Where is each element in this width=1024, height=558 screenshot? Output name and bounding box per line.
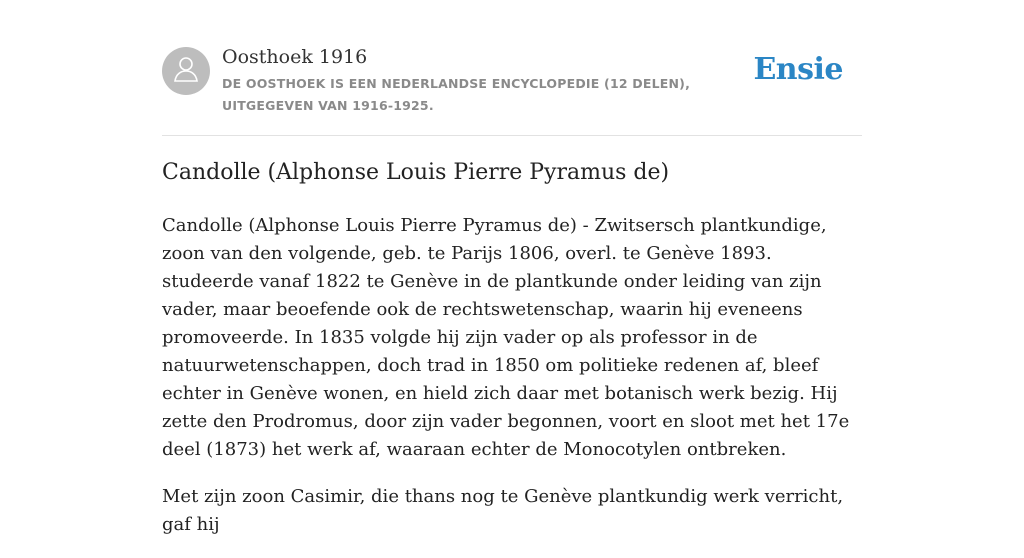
article-body [162, 212, 862, 558]
article-title: Candolle (Alphonse Louis Pierre Pyramus de) [162, 160, 670, 185]
user-icon [172, 54, 200, 88]
page-container [162, 0, 862, 535]
brand-logo-link[interactable]: Ensie [753, 52, 843, 87]
source-description: DE OOSTHOEK IS EEN NEDERLANDSE ENCYCLOPEDIE (12 DELEN), UITGEGEVEN VAN 1916-1925. [222, 76, 691, 113]
article-paragraph: Candolle (Alphonse Louis Pierre Pyramus de) - Zwitsersch plantkundige, zoon van den volgende, geb. te Parijs 1806, overl. te Genève 1893. studeerde vanaf 1822 te Genève in de plantkunde onder leiding van zijn vader, maar beoefende ook de rechtswetenschap, waarin hij eveneens promoveerde. In 1835 volgde hij zijn vader op als professor in de natuurwetenschappen, doch trad in 1850 om politieke redenen af, bleef echter in Genève wonen, en hield zich daar met botanisch werk bezig. Hij zette den Prodromus, door zijn vader begonnen, voort en sloot met het 17e deel (1873) het werk af, waaraan echter de Monocotylen ontbreken. [162, 215, 850, 460]
article-paragraph: Met zijn zoon Casimir, die thans nog te Genève plantkundig werk verricht, gaf hij [162, 486, 844, 535]
avatar[interactable] [162, 47, 210, 95]
source-name[interactable]: Oosthoek 1916 [222, 46, 368, 68]
source-header [162, 0, 862, 136]
